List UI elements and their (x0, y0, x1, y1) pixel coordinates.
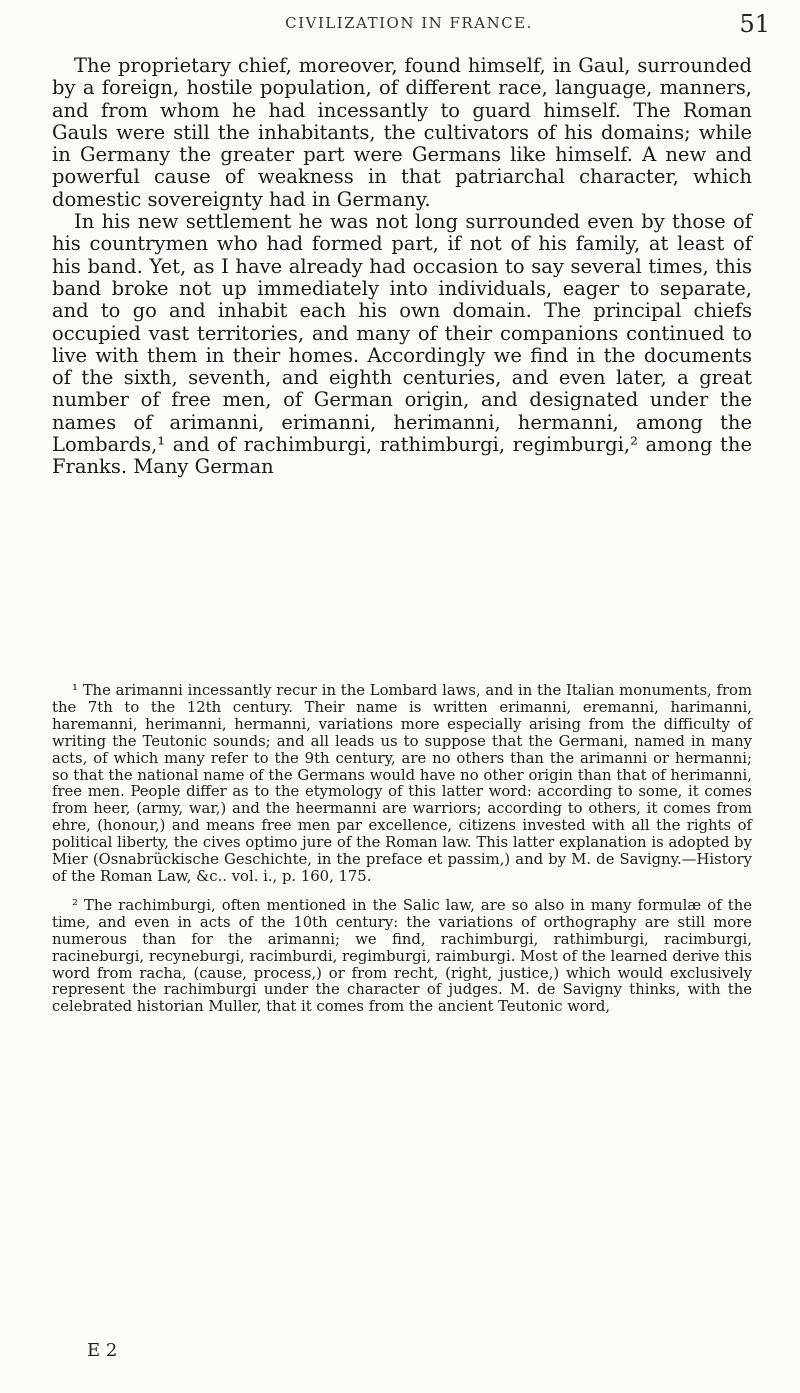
page-header (48, 10, 770, 40)
footnote: ¹ The arimanni incessantly recur in the Lombard laws, and in the Italian monuments, from the 7th to the 12th century. Their name is written erimanni, eremanni, harimanni, haremanni, herimanni, hermanni, variations more especially arising from the difficulty of writing the Teutonic sounds; and all leads us to suppose that the Germani, named in many acts, of which many refer to the 9th century, are no others than the arimanni or hermanni; so that the national name of the Germans would have no other origin than that of herimanni, free men. People differ as to the etymology of this latter word: according to some, it comes from heer, (army, war,) and the heermanni are warriors; according to others, it comes from ehre, (honour,) and means free men par excellence, citizens invested with all the rights of political liberty, the cives optimo jure of the Roman law. This latter explanation is adopted by Mier (Osnabrückische Geschichte, in the preface et passim,) and by M. de Savigny.—History of the Roman Law, &c.. vol. i., p. 160, 175. (52, 682, 752, 885)
page-number: 51 (739, 10, 770, 38)
running-head: CIVILIZATION IN FRANCE. (285, 14, 533, 32)
footnote: ² The rachimburgi, often mentioned in the Salic law, are so also in many formulæ of the time, and even in acts of the 10th century: the variations of orthography are still more numerous than for the arimanni; we find, rachimburgi, rathimburgi, racimburgi, racineburgi, recyneburgi, racimburdi, regimburgi, raimburgi. Most of the learned derive this word from racha, (cause, process,) or from recht, (right, justice,) which would exclusively represent the rachimburgi under the character of judges. M. de Savigny thinks, with the celebrated historian Muller, that it comes from the ancient Teutonic word, (52, 896, 752, 1016)
body-paragraph: The proprietary chief, moreover, found himself, in Gaul, surrounded by a foreign, hostile population, of different race, language, manners, and from whom he had incessantly to guard himself. The Roman Gauls were still the inhabitants, the cultivators of his domains; while in Germany the greater part were Germans like himself. A new and powerful cause of weakness in that patriarchal character, which domestic sovereignty had in Germany. (52, 54, 752, 211)
footnotes (52, 683, 752, 1028)
body-text (52, 55, 752, 479)
signature-mark: E 2 (87, 1340, 118, 1361)
body-paragraph: In his new settlement he was not long surrounded even by those of his countrymen who had formed part, if not of his family, at least of his band. Yet, as I have already had occasion to say several times, this band broke not up immediately into individuals, eager to separate, and to go and inhabit each his own domain. The principal chiefs occupied vast territories, and many of their companions continued to live with them in their homes. Accordingly we find in the documents of the sixth, seventh, and eighth centuries, and even later, a great number of free men, of German origin, and designated under the names of arimanni, erimanni, herimanni, hermanni, among the Lombards,¹ and of rachimburgi, rathimburgi, regimburgi,² among the Franks. Many German (52, 210, 752, 479)
